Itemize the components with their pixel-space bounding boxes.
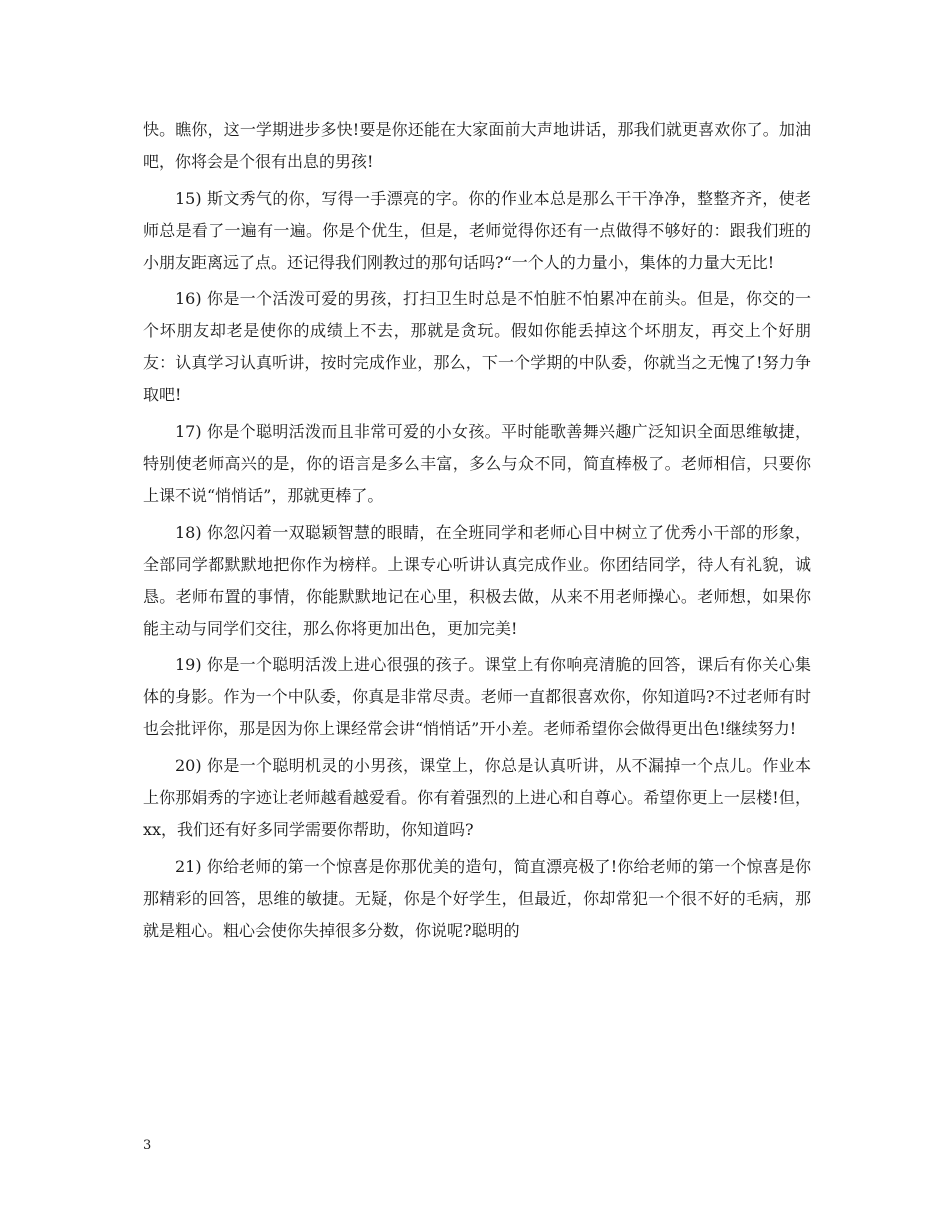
- document-body: [143, 114, 811, 952]
- paragraph-comment-20: 20) 你是一个聪明机灵的小男孩，课堂上，你总是认真听讲，从不漏掉一个点儿。作业本上你那娟秀的字迹让老师越看越爱看。你有着强烈的上进心和自尊心。希望你更上一层楼!但，xx，我们还有好多同学需要你帮助，你知道吗?: [143, 756, 811, 840]
- page-number: 3: [143, 1138, 152, 1153]
- paragraph-comment-18: 18) 你忽闪着一双聪颖智慧的眼睛，在全班同学和老师心目中树立了优秀小干部的形象，全部同学都默默地把你作为榜样。上课专心听讲认真完成作业。你团结同学，待人有礼貌，诚恳。老师布置的事情，你能默默地记在心里，积极去做，从来不用老师操心。老师想，如果你能主动与同学们交往，那么你将更加出色，更加完美!: [143, 522, 811, 638]
- paragraph-comment-21: 21) 你给老师的第一个惊喜是你那优美的造句，简直漂亮极了!你给老师的第一个惊喜是你那精彩的回答，思维的敏捷。无疑，你是个好学生，但最近，你却常犯一个很不好的毛病，那就是粗心。粗心会使你失掉很多分数，你说呢?聪明的: [143, 856, 811, 940]
- paragraph-comment-17: 17) 你是个聪明活泼而且非常可爱的小女孩。平时能歌善舞兴趣广泛知识全面思维敏捷，特别使老师高兴的是，你的语言是多么丰富，多么与众不同，简直棒极了。老师相信，只要你上课不说“悄悄话”，那就更棒了。: [143, 422, 811, 506]
- paragraph-continuation: 快。瞧你，这一学期进步多快!要是你还能在大家面前大声地讲话，那我们就更喜欢你了。加油吧，你将会是个很有出息的男孩!: [143, 120, 811, 171]
- paragraph-comment-15: 15) 斯文秀气的你，写得一手漂亮的字。你的作业本总是那么干干净净，整整齐齐，使老师总是看了一遍有一遍。你是个优生，但是，老师觉得你还有一点做得不够好的：跟我们班的小朋友距离远了点。还记得我们刚教过的那句话吗?“一个人的力量小，集体的力量大无比!: [143, 188, 811, 272]
- paragraph-comment-16: 16) 你是一个活泼可爱的男孩，打扫卫生时总是不怕脏不怕累冲在前头。但是，你交的一个坏朋友却老是使你的成绩上不去，那就是贪玩。假如你能丢掉这个坏朋友，再交上个好朋友：认真学习认真听讲，按时完成作业，那么，下一个学期的中队委，你就当之无愧了!努力争取吧!: [143, 289, 811, 405]
- paragraph-comment-19: 19) 你是一个聪明活泼上进心很强的孩子。课堂上有你响亮清脆的回答，课后有你关心集体的身影。作为一个中队委，你真是非常尽责。老师一直都很喜欢你，你知道吗?不过老师有时也会批评你，那是因为你上课经常会讲“悄悄话”开小差。老师希望你会做得更出色!继续努力!: [143, 655, 811, 739]
